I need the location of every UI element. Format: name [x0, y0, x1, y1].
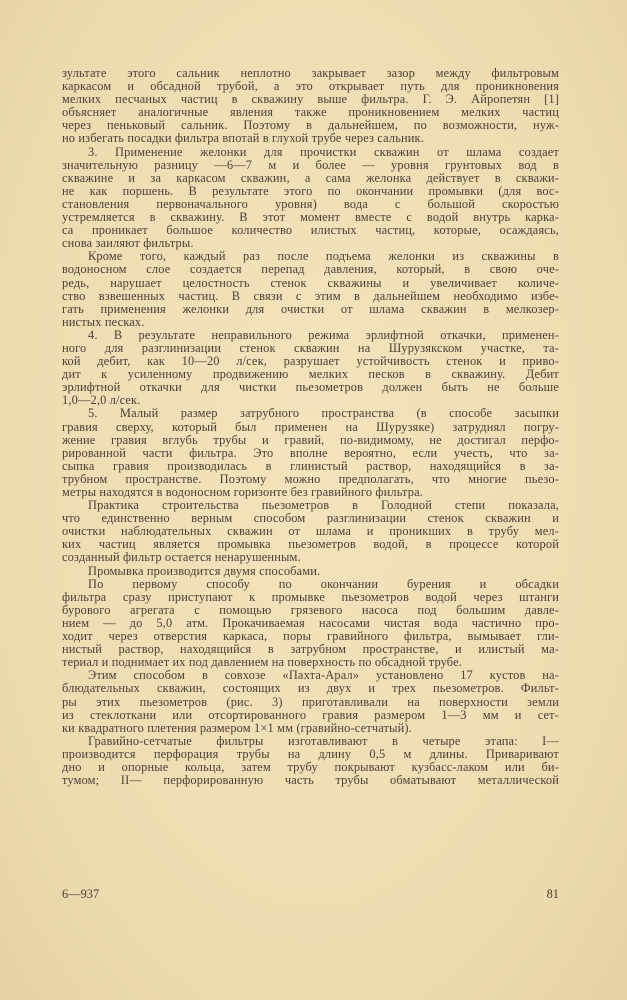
text-line: 4. В результате неправильного режима эрлифтной откачки, применен- [88, 327, 559, 342]
printer-signature: 6—937 [62, 887, 100, 901]
text-line: 3. Применение желонки для прочистки скважин от шлама создает [88, 144, 559, 159]
text-line: ство взвешенных частиц. В связи с этим в дальнейшем необходимо избе- [62, 288, 559, 303]
text-line: производится перфорация трубы на длину 0,5 м длины. Приваривают [62, 746, 559, 761]
text-line: скважине и за каркасом скважин, а сама желонка действует в скважи- [62, 170, 559, 185]
page-footer [62, 887, 559, 902]
text-line: ки квадратного плетения размером 1×1 мм (гравийно-сетчатый). [62, 720, 412, 735]
text-line: из стеклоткани или отсортированного гравия размером 1—3 мм и сет- [62, 707, 559, 722]
text-line: 5. Малый размер затрубного пространства (в способе засыпки [88, 406, 559, 421]
paragraph [62, 735, 559, 787]
text-line: значительную разницу —6—7 м и более — уровня грунтовых вод в [62, 157, 559, 172]
paragraph [62, 407, 559, 499]
text-line: каркасом и обсадной трубой, а это открывает путь для проникновения [62, 79, 559, 94]
text-line: Промывка производится двумя способами. [88, 563, 321, 578]
text-line: трубном пространстве. Поэтому можно предполагать, что многие пьезо- [62, 471, 559, 486]
paragraph [62, 146, 559, 251]
paragraph [62, 250, 559, 329]
text-line: гравия сверху, который был применен на Шурузяке) затруднял погру- [62, 419, 559, 434]
text-line: ких частиц является промывка пьезометров водой, в процессе которой [62, 537, 559, 552]
text-line: кой дебит, как 10—20 л/сек, разрушает устойчивость стенок и приво- [62, 354, 559, 369]
text-line: объясняет аналогичные явления также проникновением мелких частиц [62, 105, 559, 120]
text-line: дно и опорные кольца, затем трубу покрывают кузбасс-лаком или би- [62, 759, 559, 774]
text-line: фильтра сразу приступают к промывке пьезометров водой через штанги [62, 589, 559, 604]
text-line: редь, нарушает целостность стенок скважины и увеличивает количе- [62, 275, 559, 290]
text-line: зультате этого сальник неплотно закрывает зазор между фильтровым [62, 66, 559, 80]
text-line: водоносном слое создается перепад давления, который, в свою оче- [62, 262, 559, 277]
text-line: Этим способом в совхозе «Пахта-Арал» установлено 17 кустов на- [88, 668, 559, 683]
text-line: эрлифтной откачки для чистки пьезометров должен быть не больше [62, 380, 559, 395]
text-line: 1,0—2,0 л/сек. [62, 393, 141, 408]
paragraph [62, 578, 559, 670]
text-line: Кроме того, каждый раз после подъема желонки из скважины в [88, 249, 559, 264]
text-line: устремляется в скважину. В этот момент вместе с водой внутрь карка- [62, 210, 559, 225]
text-line: По первому способу по окончании бурения и обсадки [88, 576, 559, 591]
text-line: жение гравия вглубь трубы и гравий, по-видимому, не достигал перфо- [62, 432, 559, 447]
text-line: созданный фильтр остается ненарушенным. [62, 550, 301, 565]
text-line: снова заиляют фильтры. [62, 236, 194, 251]
text-line: Практика строительства пьезометров в Голодной степи показала, [88, 498, 559, 513]
body-text [62, 67, 559, 787]
text-line: мелких песчаных частиц в скважину выше фильтра. Г. Э. Айропетян [1] [62, 92, 559, 107]
text-line: дит к усиленному продвижению мелких песков в скважину. Дебит [62, 367, 559, 382]
text-line: что единственно верным способом разглинизации стенок скважин и [62, 511, 559, 526]
text-line: са проникает большое количество илистых частиц, которые, осаждаясь, [62, 223, 559, 238]
text-line: Гравийно-сетчатые фильтры изготавливают в четыре этапа: I— [88, 733, 559, 748]
text-line: териал и поднимает их под давлением на поверхность по обсадной трубе. [62, 655, 463, 670]
text-line: тумом; II— перфорированную часть трубы обматывают металлической [62, 773, 559, 788]
text-line: метры находятся в водоносном горизонте без гравийного фильтра. [62, 485, 423, 499]
text-line: гать применения желонки для очистки от шлама скважин в мелкозер- [62, 301, 559, 316]
paragraph [62, 565, 559, 578]
text-line: бурового агрегата с помощью грязевого насоса под большим давле- [62, 602, 559, 617]
text-line: сыпка гравия производилась в глинистый раствор, находящийся в за- [62, 458, 559, 473]
text-line: нистый раствор, находящийся в затрубном пространстве, и илистый ма- [62, 642, 559, 657]
text-line: становления первоначального уровня) вода с большой скоростью [62, 196, 559, 211]
text-line: нием — до 5,0 атм. Прокачиваемая насосами чистая вода частично про- [62, 615, 559, 630]
text-line: нистых песках. [62, 314, 145, 329]
paragraph [62, 329, 559, 408]
text-line: рированной части фильтра. Это вполне вероятно, если учесть, что за- [62, 445, 559, 460]
text-line: через пеньковый сальник. Поэтому в дальнейшем, по возможности, нуж- [62, 118, 559, 133]
paragraph [62, 499, 559, 564]
page-number: 81 [546, 887, 559, 901]
text-line: ного для разглинизации стенок скважин на Шурузякском участке, та- [62, 340, 559, 355]
text-line: очистки наблюдательных скважин от шлама и проникших в трубу мел- [62, 524, 559, 539]
text-line: не как поршень. В результате этого по окончании промывки (для вос- [62, 183, 559, 198]
text-line: но избегать посадки фильтра впотай в глухой трубе через сальник. [62, 131, 424, 146]
text-line: блюдательных скважин, состоящих из двух и трех пьезометров. Фильт- [62, 681, 559, 696]
text-line: ры этих пьезометров (рис. 3) приготавливали на поверхности земли [62, 694, 559, 709]
text-line: ходит через отверстия каркаса, поры гравийного фильтра, вымывает гли- [62, 629, 559, 644]
paragraph [62, 67, 559, 146]
paragraph [62, 669, 559, 734]
